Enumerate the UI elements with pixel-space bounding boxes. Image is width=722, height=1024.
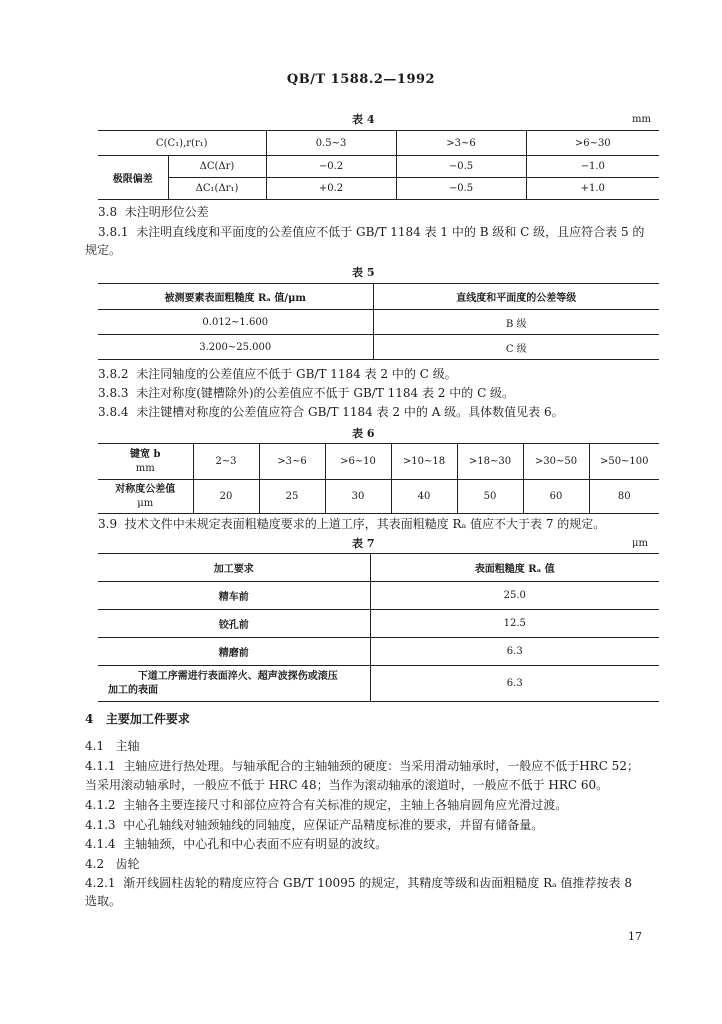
table7-cell: 精磨前 xyxy=(98,638,370,666)
clause-number: 3.9 xyxy=(98,517,118,531)
table4-row-label: ΔC₁(Δr₁) xyxy=(168,178,266,200)
table6-cell: 80 xyxy=(589,480,659,514)
table6-label-unit: μm xyxy=(137,497,154,509)
table-row xyxy=(98,131,659,156)
section-title: 齿轮 xyxy=(115,857,140,871)
table4-cell: −0.5 xyxy=(396,178,526,200)
section-number: 4 xyxy=(85,712,94,726)
table-row xyxy=(98,335,659,360)
table-row xyxy=(98,284,659,310)
table4-cell: −0.2 xyxy=(266,156,396,178)
table4-unit: mm xyxy=(632,114,651,125)
table4-cell: +1.0 xyxy=(526,178,659,200)
table6-cell: >6~10 xyxy=(325,444,391,480)
clause-3-8-2 xyxy=(98,365,457,383)
clause-number: 3.8.2 xyxy=(98,367,129,381)
table-row xyxy=(98,178,659,200)
table6-cell: 50 xyxy=(457,480,523,514)
table6-cell: >18~30 xyxy=(457,444,523,480)
table4 xyxy=(98,130,659,200)
clause-text: 未注对称度(键槽除外)的公差值应不低于 GB/T 1184 表 2 中的 C 级。 xyxy=(136,386,515,400)
section-4 xyxy=(85,710,190,727)
table7-last-line2: 加工的表面 xyxy=(108,684,158,696)
clause-4-2-1-cont: 选取。 xyxy=(85,894,122,908)
clause-number: 3.8.1 xyxy=(98,225,129,239)
table-row xyxy=(98,310,659,335)
table5-cell: 3.200~25.000 xyxy=(98,335,373,360)
table-row xyxy=(98,638,659,666)
table4-range: >6~30 xyxy=(526,131,659,156)
clause-3-8-1-cont: 规定。 xyxy=(85,243,122,257)
table7 xyxy=(98,553,659,702)
table6-cell: 2~3 xyxy=(193,444,259,480)
clause-4-1-1 xyxy=(85,757,639,775)
table7-cell: 25.0 xyxy=(370,582,659,610)
table6-label-main: 键宽 b xyxy=(130,448,161,460)
table4-row-label: ΔC(Δr) xyxy=(168,156,266,178)
clause-number: 3.8.3 xyxy=(98,386,129,400)
table6-cell: 20 xyxy=(193,480,259,514)
table-row xyxy=(98,666,659,702)
table7-header: 表面粗糙度 Rₐ 值 xyxy=(370,554,659,582)
clause-text: 技术文件中未规定表面粗糙度要求的上道工序，其表面粗糙度 Rₐ 值应不大于表 7 的规定。 xyxy=(124,517,606,531)
table-row xyxy=(98,610,659,638)
table4-group-label: 极限偏差 xyxy=(98,156,168,200)
section-4-2 xyxy=(85,855,140,873)
table5-header: 被测要素表面粗糙度 Rₐ 值/μm xyxy=(98,284,373,310)
table6-cell: >50~100 xyxy=(589,444,659,480)
clause-text: 主轴轴颈，中心孔和中心表面不应有明显的波纹。 xyxy=(123,837,388,851)
table7-last-line1: 下道工序需进行表面淬火、超声波探伤或滚压 xyxy=(137,670,338,682)
section-title: 主要加工件要求 xyxy=(105,712,190,726)
table5-cell: 0.012~1.600 xyxy=(98,310,373,335)
table4-range: >3~6 xyxy=(396,131,526,156)
table7-header: 加工要求 xyxy=(98,554,370,582)
table7-caption: 表 7 xyxy=(352,537,375,550)
clause-text: 主轴应进行热处理。与轴承配合的主轴轴颈的硬度：当采用滑动轴承时，一般应不低于HRC 52； xyxy=(123,759,639,773)
table6-cell: 60 xyxy=(523,480,589,514)
table4-caption: 表 4 xyxy=(352,113,375,126)
table6-cell: >3~6 xyxy=(259,444,325,480)
table-row xyxy=(98,480,659,514)
table-row xyxy=(98,582,659,610)
table5-header: 直线度和平面度的公差等级 xyxy=(373,284,659,310)
table7-cell: 铰孔前 xyxy=(98,610,370,638)
table6-cell: >10~18 xyxy=(391,444,457,480)
table6-row-label xyxy=(98,480,193,514)
clause-number: 3.8.4 xyxy=(98,405,129,419)
table6-cell: 25 xyxy=(259,480,325,514)
section-number: 4.2 xyxy=(85,857,105,871)
table6-cell: >30~50 xyxy=(523,444,589,480)
table5 xyxy=(98,283,659,360)
clause-text: 渐开线圆柱齿轮的精度应符合 GB/T 10095 的规定，其精度等级和齿面粗糙度 Rₐ 值推荐按表 8 xyxy=(123,876,633,890)
clause-number: 4.1.2 xyxy=(85,798,116,812)
table4-range: 0.5~3 xyxy=(266,131,396,156)
clause-number: 4.2.1 xyxy=(85,876,116,890)
table4-col-header: C(C₁),r(r₁) xyxy=(98,131,266,156)
table-row xyxy=(98,554,659,582)
table4-cell: −1.0 xyxy=(526,156,659,178)
clause-4-1-3 xyxy=(85,816,543,834)
clause-text: 未注明直线度和平面度的公差值应不低于 GB/T 1184 表 1 中的 B 级和 C 级，且应符合表 5 的 xyxy=(136,225,645,239)
table7-cell: 精车前 xyxy=(98,582,370,610)
table4-cell: +0.2 xyxy=(266,178,396,200)
table5-caption: 表 5 xyxy=(352,266,375,279)
clause-number: 4.1.3 xyxy=(85,818,116,832)
table6-cell: 40 xyxy=(391,480,457,514)
section-number: 4.1 xyxy=(85,739,105,753)
clause-number: 4.1.1 xyxy=(85,759,116,773)
clause-3-8-4 xyxy=(98,403,564,421)
clause-text: 未注同轴度的公差值应不低于 GB/T 1184 表 2 中的 C 级。 xyxy=(136,367,457,381)
table6-row-label xyxy=(98,444,193,480)
page-number: 17 xyxy=(628,930,642,943)
table7-cell xyxy=(98,666,370,702)
table6-caption: 表 6 xyxy=(352,427,375,440)
clause-text: 主轴各主要连接尺寸和部位应符合有关标准的规定，主轴上各轴肩圆角应光滑过渡。 xyxy=(123,798,568,812)
table4-cell: −0.5 xyxy=(396,156,526,178)
clause-4-1-4 xyxy=(85,835,387,853)
clause-4-1-1-cont: 当采用滚动轴承时，一般应不低于 HRC 48；当作为滚动轴承的滚道时，一般应不低于 HRC 60。 xyxy=(85,778,609,792)
table-row xyxy=(98,156,659,178)
clause-3-9 xyxy=(98,515,605,533)
clause-3-8-1 xyxy=(98,223,644,241)
table6-cell: 30 xyxy=(325,480,391,514)
table6 xyxy=(98,443,659,514)
section-title: 主轴 xyxy=(115,739,140,753)
table7-cell: 6.3 xyxy=(370,638,659,666)
clause-3-8-3 xyxy=(98,384,514,402)
clause-4-2-1 xyxy=(85,874,632,892)
table5-cell: B 级 xyxy=(373,310,659,335)
section-3-8 xyxy=(98,203,209,221)
clause-text: 未注键槽对称度的公差值应符合 GB/T 1184 表 2 中的 A 级。具体数值见表 6。 xyxy=(136,405,564,419)
section-number: 3.8 xyxy=(98,205,118,219)
section-4-1 xyxy=(85,737,140,755)
table6-label-unit: mm xyxy=(135,462,155,474)
table6-label-main: 对称度公差值 xyxy=(115,483,176,495)
section-title: 未注明形位公差 xyxy=(124,205,209,219)
clause-4-1-2 xyxy=(85,796,567,814)
table-row xyxy=(98,444,659,480)
table7-cell: 6.3 xyxy=(370,666,659,702)
standard-header: QB/T 1588.2—1992 xyxy=(286,72,436,87)
clause-text: 中心孔轴线对轴颈轴线的同轴度，应保证产品精度标准的要求，并留有储备量。 xyxy=(123,818,544,832)
table7-cell: 12.5 xyxy=(370,610,659,638)
clause-number: 4.1.4 xyxy=(85,837,116,851)
table7-unit: μm xyxy=(632,538,648,549)
table5-cell: C 级 xyxy=(373,335,659,360)
